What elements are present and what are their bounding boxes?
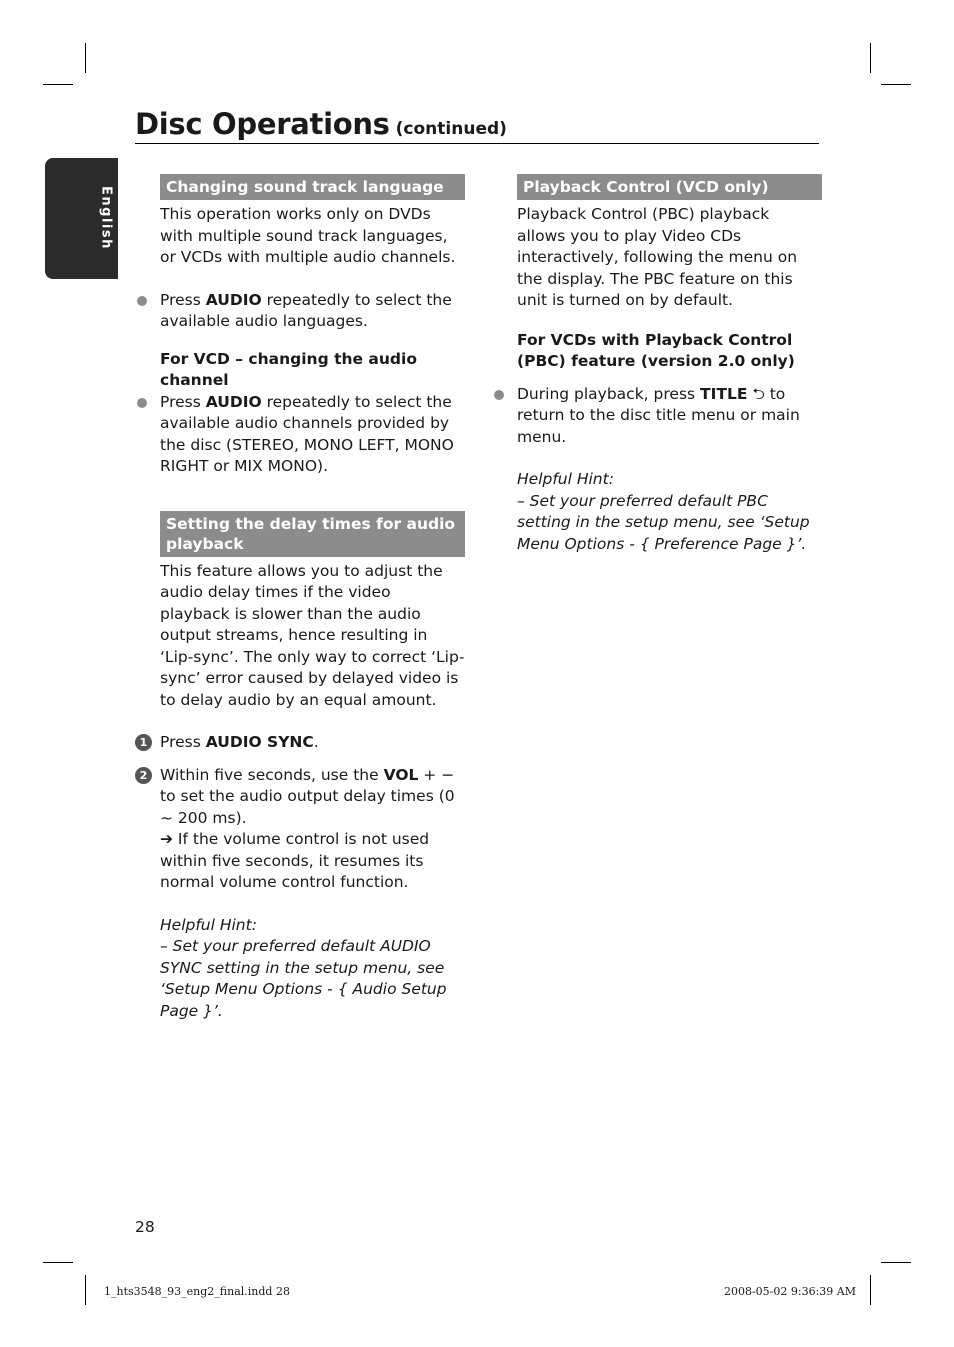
hint-text: – Set your preferred default AUDIO SYNC setting in the setup menu, see ‘Setup Menu Options - { Audio Setup Page }’. — [160, 937, 447, 1020]
key-label: AUDIO SYNC — [205, 733, 314, 751]
bullet-icon — [137, 398, 147, 408]
section-intro: Playback Control (PBC) playback allows you to play Video CDs interactively, following the menu on the display. The PBC feature on this unit is turned on by default. — [517, 205, 798, 309]
step-item — [135, 765, 465, 894]
return-arrow-icon: ⮌ — [747, 384, 765, 403]
section-heading-pbc: Playback Control (VCD only) — [517, 174, 822, 200]
step-number-icon: 2 — [135, 767, 152, 784]
section-heading-audio-delay: Setting the delay times for audio playback — [160, 511, 465, 557]
crop-mark — [85, 43, 86, 73]
language-tab — [45, 158, 118, 279]
key-label: AUDIO — [205, 392, 262, 411]
crop-mark — [870, 1275, 871, 1305]
crop-mark — [43, 1262, 73, 1263]
crop-mark — [870, 43, 871, 73]
subheading-pbc: For VCDs with Playback Control (PBC) feature (version 2.0 only) — [517, 330, 795, 370]
key-label: AUDIO — [205, 290, 262, 309]
step-text: Press — [160, 733, 206, 751]
bullet-text: repeatedly to select the available audio channels provided by the disc (STEREO, MONO LEFT, MONO RIGHT or MIX MONO). — [160, 392, 454, 475]
page-number: 28 — [135, 1218, 155, 1236]
crop-mark — [43, 84, 73, 85]
bullet-text: to return to the disc title menu or main menu. — [517, 384, 800, 446]
bullet-icon — [137, 296, 147, 306]
vol-plus-minus-icon: + − — [418, 765, 455, 784]
key-label: TITLE — [700, 384, 748, 403]
right-column — [492, 174, 822, 555]
step-text: Within five seconds, use the — [160, 765, 384, 784]
left-column — [135, 174, 465, 1022]
list-item — [135, 392, 465, 478]
section-heading-sound-track: Changing sound track language — [160, 174, 465, 200]
hint-label: Helpful Hint: — [517, 470, 614, 488]
hint-label: Helpful Hint: — [160, 915, 257, 934]
step-text: to set the audio output delay times (0 ~ 200 ms). — [160, 787, 455, 827]
key-label: VOL — [383, 765, 419, 784]
hint-text: – Set your preferred default PBC setting in the setup menu, see ‘Setup Menu Options - { Preference Page }’. — [517, 491, 810, 553]
section-intro: This operation works only on DVDs with multiple sound track languages, or VCDs with multiple audio channels. — [160, 205, 456, 266]
crop-mark — [85, 1275, 86, 1305]
bullet-icon — [494, 390, 504, 400]
bullet-text: Press — [160, 290, 206, 309]
page-title-continued: (continued) — [395, 119, 507, 139]
crop-mark — [881, 84, 911, 85]
list-item — [135, 290, 465, 333]
language-tab-label: English — [98, 186, 114, 250]
page-title — [135, 107, 819, 144]
page-title-main: Disc Operations — [135, 107, 390, 141]
crop-mark — [881, 1262, 911, 1263]
step-item — [135, 732, 465, 754]
step-text: . — [313, 733, 319, 751]
step-number-icon: 1 — [135, 734, 152, 751]
list-item — [492, 384, 822, 449]
bullet-text: repeatedly to select the available audio languages. — [160, 290, 452, 330]
footer-timestamp: 2008-05-02 9:36:39 AM — [723, 1285, 856, 1298]
subheading-vcd-audio-channel: For VCD – changing the audio channel — [160, 349, 417, 389]
bullet-text: Press — [160, 392, 206, 411]
section-intro: This feature allows you to adjust the audio delay times if the video playback is slower than the audio output streams, hence resulting in ‘Lip-sync’. The only way to correct ‘Lip-sync’ error caused by delayed video is to delay audio by an equal amount. — [160, 561, 465, 709]
step-result: ➔ If the volume control is not used within five seconds, it resumes its normal volume control function. — [160, 830, 430, 891]
bullet-text: During playback, press — [517, 384, 701, 403]
footer-filename: 1_hts3548_93_eng2_final.indd 28 — [104, 1285, 290, 1298]
